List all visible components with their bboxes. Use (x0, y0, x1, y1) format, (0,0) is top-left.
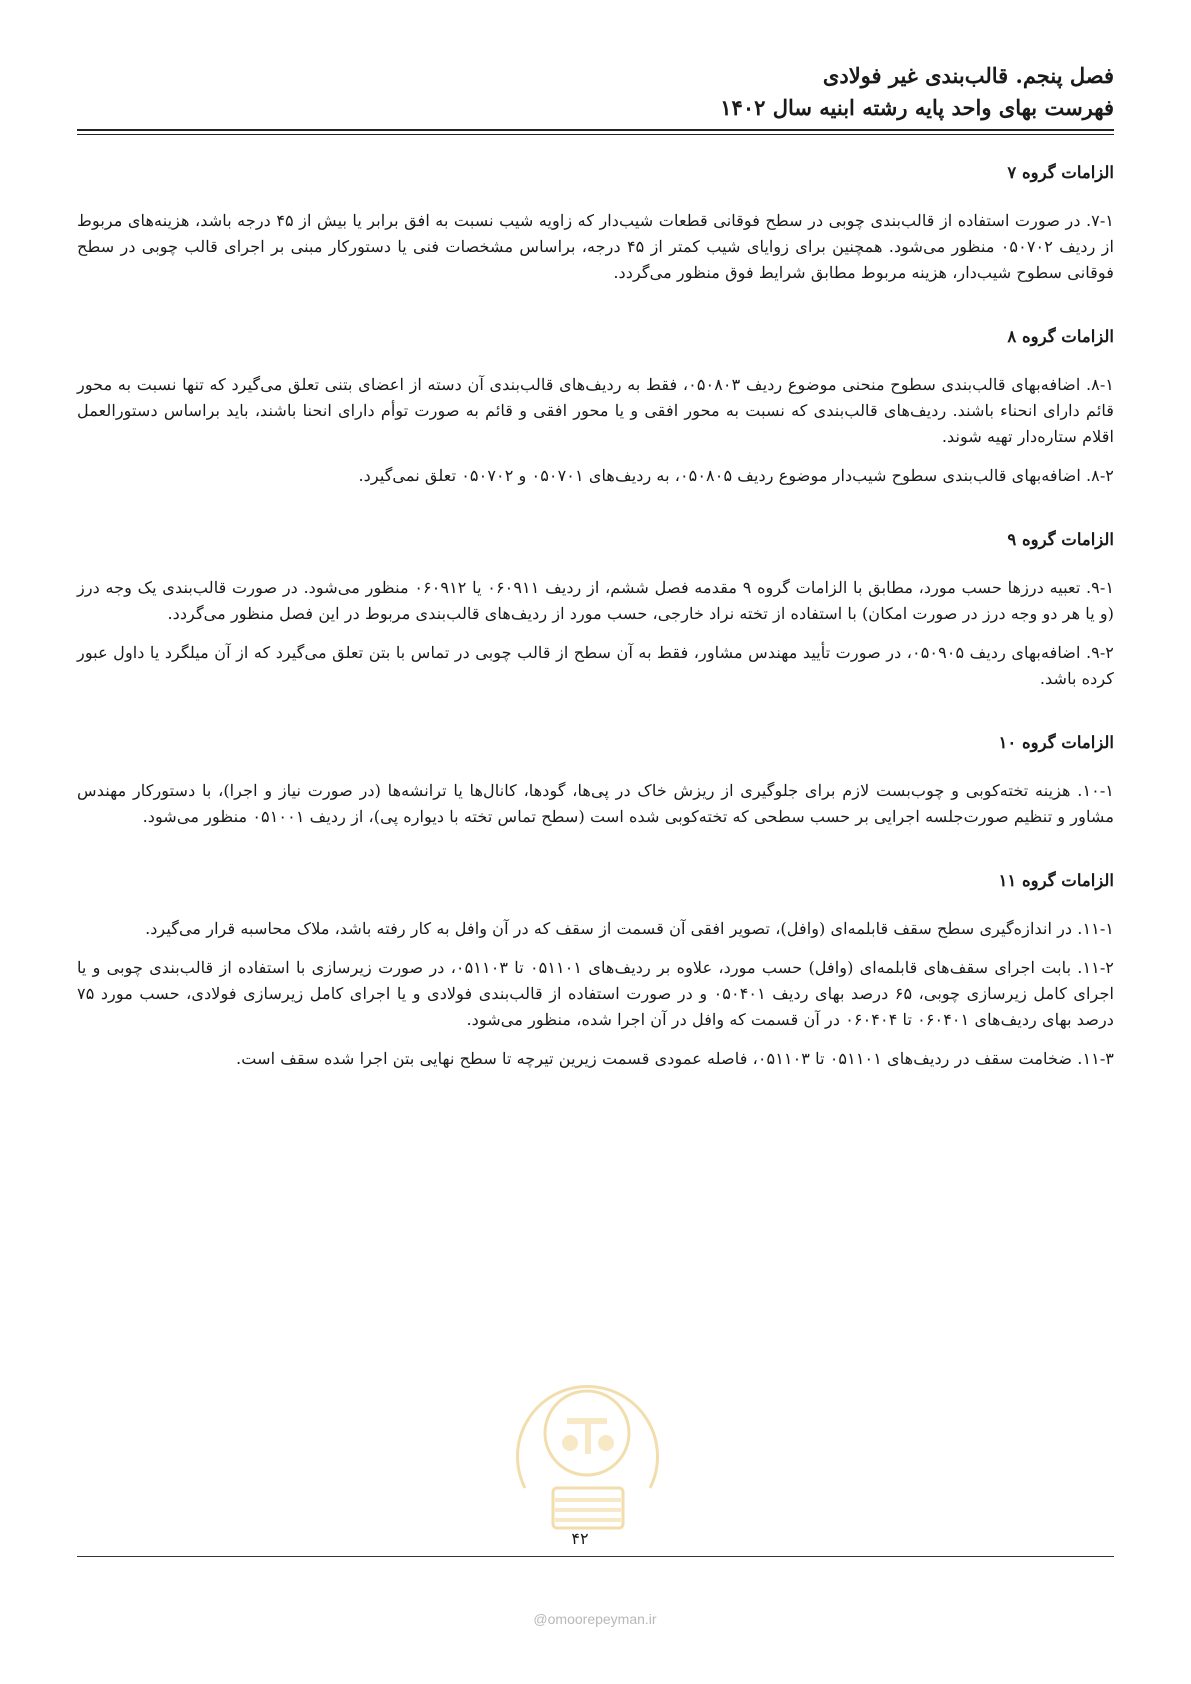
clause-paragraph: ۱۱-۲. بابت اجرای سقف‌های قابلمه‌ای (وافل) حسب مورد، علاوه بر ردیف‌های ۰۵۱۱۰۱ تا ۰۵۱۱۰۳، در صورت زیرسازی با استفاده از قالب‌بندی چوبی و یا اجرای کامل زیرسازی چوبی، ۶۵ درصد بهای ردیف ۰۵۰۴۰۱ و در صورت استفاده از قالب‌بندی فولادی و یا اجرای کامل زیرسازی فولادی، حسب مورد ۷۵ درصد بهای ردیف‌های ۰۶۰۴۰۱ تا ۰۶۰۴۰۴ در آن قسمت که وافل در آن اجرا شده، منظور می‌شود. (77, 958, 1114, 1029)
requirements-group-10 (77, 730, 1114, 830)
clause-paragraph: ۱۱-۱. در اندازه‌گیری سطح سقف قابلمه‌ای (وافل)، تصویر افقی آن قسمت از سقف که در آن وافل به کار رفته باشد، ملاک محاسبه قرار می‌گیرد. (145, 919, 1114, 938)
header-rule-thin (77, 134, 1114, 135)
requirements-group-9 (77, 527, 1114, 692)
group-title: الزامات گروه ۱۱ (998, 871, 1114, 890)
watermark-logo-icon (505, 1338, 670, 1538)
clause-paragraph: ۸-۲. اضافه‌بهای قالب‌بندی سطوح شیب‌دار موضوع ردیف ۰۵۰۸۰۵، به ردیف‌های ۰۵۰۷۰۱ و ۰۵۰۷۰۲ تعلق نمی‌گیرد. (358, 466, 1114, 485)
clause-paragraph: ۹-۱. تعبیه درزها حسب مورد، مطابق با الزامات گروه ۹ مقدمه فصل ششم، از ردیف ۰۶۰۹۱۱ یا ۰۶۰۹۱۲ منظور می‌شود. در صورت قالب‌بندی یک وجه درز (و یا هر دو وجه درز در صورت امکان) با استفاده از تخته نراد خارجی، حسب مورد از ردیف‌های قالب‌بندی مربوط در این فصل منظور می‌گردد. (77, 578, 1115, 623)
clause-paragraph: ۷-۱. در صورت استفاده از قالب‌بندی چوبی در سطح فوقانی قطعات شیب‌دار که زاویه شیب نسبت به افق برابر یا بیش از ۴۵ درجه باشد، هزینه‌های مربوط از ردیف ۰۵۰۷۰۲ منظور می‌شود. همچنین برای زوایای شیب کمتر از ۴۵ درجه، براساس مشخصات فنی یا دستورکار مبنی بر اجرای قالب چوبی در سطح فوقانی سطوح شیب‌دار، هزینه مربوط مطابق شرایط فوق منظور می‌گردد. (77, 211, 1114, 282)
group-title: الزامات گروه ۹ (1007, 530, 1114, 549)
requirements-group-8 (77, 324, 1114, 489)
page-content (77, 160, 1114, 1085)
requirements-group-7 (77, 160, 1114, 286)
footer-rule (77, 1556, 1114, 1557)
footer-website: @omoorepeyman.ir (533, 1611, 657, 1627)
group-title: الزامات گروه ۸ (1007, 327, 1114, 346)
group-title: الزامات گروه ۷ (1007, 163, 1114, 182)
clause-paragraph: ۹-۲. اضافه‌بهای ردیف ۰۵۰۹۰۵، در صورت تأیید مهندس مشاور، فقط به آن سطح از قالب چوبی در تماس با بتن تعلق می‌گیرد که از آن میلگرد یا داول عبور کرده باشد. (77, 643, 1114, 688)
clause-paragraph: ۱۱-۳. ضخامت سقف در ردیف‌های ۰۵۱۱۰۱ تا ۰۵۱۱۰۳، فاصله عمودی قسمت زیرین تیرچه تا سطح نهایی بتن اجرا شده سقف است. (236, 1049, 1114, 1068)
requirements-group-11 (77, 868, 1114, 1072)
clause-paragraph: ۱۰-۱. هزینه تخته‌کوبی و چوب‌بست لازم برای جلوگیری از ریزش خاک در پی‌ها، گودها، کانال‌ها یا ترانشه‌ها (در صورت نیاز و اجرا)، با دستورکار مهندس مشاور و تنظیم صورت‌جلسه اجرایی بر حسب سطحی که تخته‌کوبی شده است (سطح تماس تخته با دیواره پی)، از ردیف ۰۵۱۰۰۱ منظور می‌شود. (77, 781, 1114, 826)
page-header (77, 60, 1114, 124)
header-rule-thick (77, 129, 1114, 131)
group-title: الزامات گروه ۱۰ (998, 733, 1114, 752)
page-number: ۴۲ (571, 1529, 589, 1548)
clause-paragraph: ۸-۱. اضافه‌بهای قالب‌بندی سطوح منحنی موضوع ردیف ۰۵۰۸۰۳، فقط به ردیف‌های قالب‌بندی آن دسته از اعضای بتنی تعلق می‌گیرد که تنها نسبت به محور قائم دارای انحناء باشند. ردیف‌های قالب‌بندی که نسبت به محور افقی و یا محور افقی و قائم به صورت توأم دارای انحنا باشند، باید براساس دستورالعمل اقلام ستاره‌دار تهیه شوند. (77, 375, 1114, 446)
document-title: فهرست بهای واحد پایه رشته ابنیه سال ۱۴۰۲ (720, 95, 1114, 120)
chapter-title: فصل پنجم. قالب‌بندی غیر فولادی (822, 63, 1114, 88)
